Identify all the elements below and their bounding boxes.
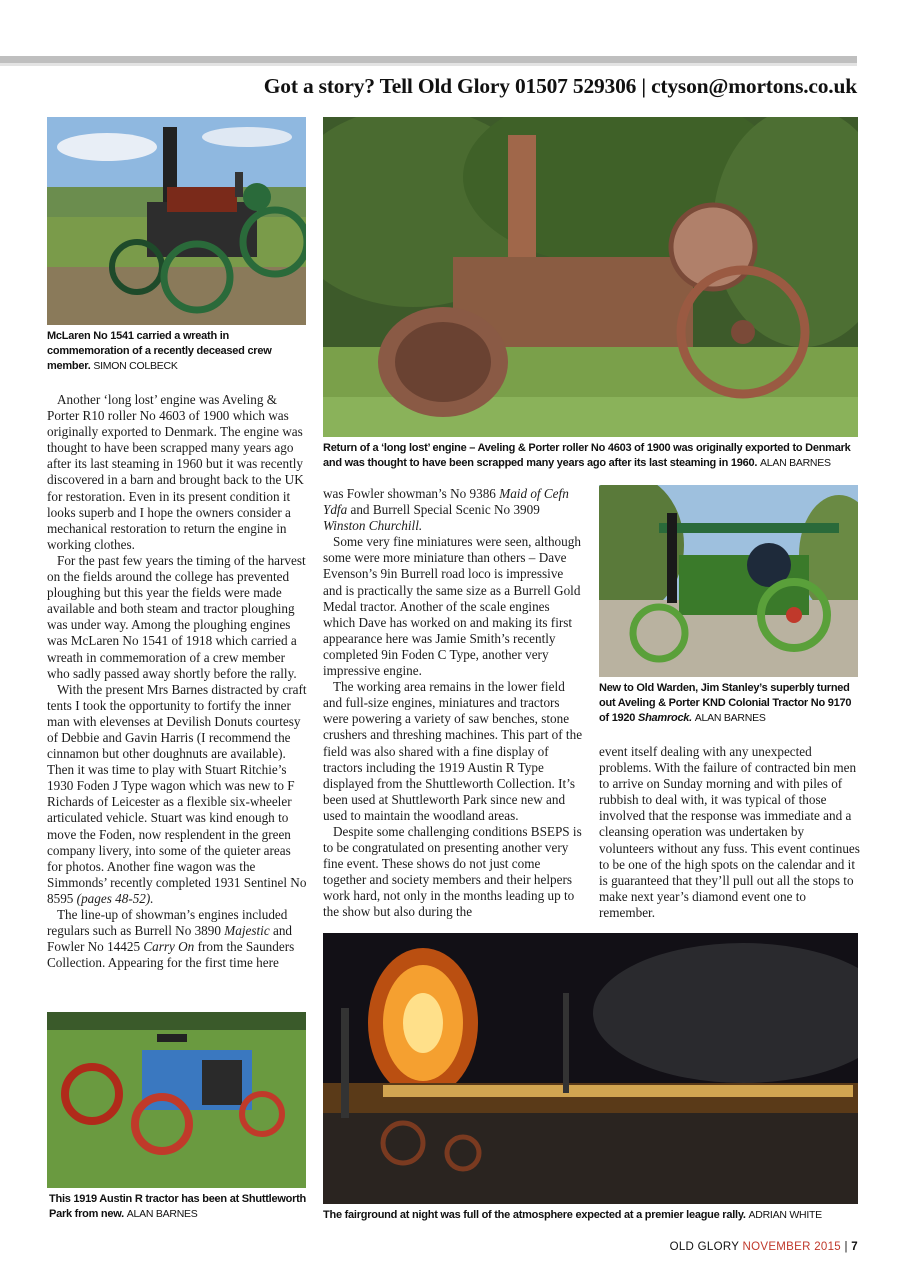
photo-aveling-roller bbox=[323, 117, 858, 437]
caption-knd-credit: ALAN BARNES bbox=[694, 712, 766, 724]
col1-p4-name2: Carry On bbox=[143, 939, 195, 955]
col2-p1-a: was Fowler showman’s No 9386 bbox=[323, 486, 496, 501]
col3-paragraph-1: event itself dealing with any unexpected problems. With the failure of contracted bin men to arrive on Sunday morning and with piles of rubbish to deal with, it was typical of those involved that the response was immediate and a cleansing operation was undertaken by volunteers without any fuss. This event continues to be one of the high spots on the calendar and it is guaranteed that they’ll pull out all the stops to make next year’s diamond event one to remember. bbox=[599, 744, 860, 920]
caption-austin-text: This 1919 Austin R tractor has been at Shuttleworth Park from new. bbox=[49, 1193, 307, 1220]
caption-austin bbox=[49, 1192, 311, 1222]
col1-p4-c: from the Saunders Collection. Appearing for the first time here bbox=[47, 939, 295, 971]
col2-p1-b: and Burrell Special Scenic No 3909 bbox=[350, 502, 540, 518]
col2-paragraph-2: Some very fine miniatures were seen, although some were more miniature than others – Dave Evenson’s 9in Burrell road loco is impressive and is practically the same size as a Burrell Gold Medal tractor. Another of the scale engines which Dave has worked on and making its first appearance here was Jamie Smith’s recently completed 9in Foden C Type, another very impressive engine. bbox=[323, 534, 581, 679]
col1-p3-text: With the present Mrs Barnes distracted by craft tents I took the opportunity to fortify the inner man with elevenses at Devilish Donuts courtesy of Debbie and Gavin Harris (I recommend the cinnamon but other doughnuts are available). Then it was time to play with Stuart Ritchie’s 1930 Foden J Type wagon which was new to F Richards of Leicester as a flexible six-wheeler articulated vehicle. Stuart was kind enough to move the Foden, now resplendent in the green company livery, into some of the quieter areas for photos. Another fine wagon was the Simmonds’ recently completed 1931 Sentinel No 8595 bbox=[47, 681, 307, 906]
photo-knd-tractor bbox=[599, 485, 858, 677]
col2-p1-name2: Winston Churchill. bbox=[323, 518, 423, 534]
caption-mclaren bbox=[47, 329, 309, 374]
footer-magazine: OLD GLORY bbox=[669, 1241, 739, 1253]
caption-knd-name: Shamrock. bbox=[637, 712, 692, 724]
col1-p4-b: and Fowler No 14425 bbox=[47, 923, 293, 955]
col2-paragraph-3: The working area remains in the lower field and full-size engines, miniatures and tractors were powering a variety of saw benches, stone crushers and threshing machines. This part of the field was also shared with a fine display of tractors including the 1919 Austin R Type displayed from the Shuttleworth Collection. It’s been used at Shuttleworth Park since new and used to maintain the woodland areas. bbox=[323, 679, 583, 823]
col1-p3-ref: (pages 48-52). bbox=[76, 890, 154, 906]
caption-mclaren-text: McLaren No 1541 carried a wreath in commemoration of a recently deceased crew member. bbox=[47, 330, 272, 372]
page-number: 7 bbox=[851, 1241, 858, 1253]
caption-roller-credit: ALAN BARNES bbox=[759, 457, 831, 469]
col2-paragraph-1 bbox=[323, 486, 584, 534]
article-column-1 bbox=[47, 392, 307, 971]
footer-issue: NOVEMBER 2015 bbox=[742, 1241, 841, 1253]
header-rule-light bbox=[0, 63, 857, 66]
col1-p4-a: The line-up of showman’s engines included regulars such as Burrell No 3890 bbox=[47, 907, 288, 939]
article-column-2 bbox=[323, 486, 584, 921]
footer-separator: | bbox=[844, 1241, 848, 1253]
caption-fairground-credit: ADRIAN WHITE bbox=[748, 1209, 822, 1221]
col1-paragraph-1: Another ‘long lost’ engine was Aveling & Porter R10 roller No 4603 of 1900 which was originally exported to Denmark. The engine was thought to have been scrapped many years ago after its last steaming in 1960 but it was recently discovered in a barn and brought back to the UK for restoration. Even in its present condition it looks superb and I hope the owners consider a mechanical restoration to return the engine in working clothes. bbox=[47, 392, 304, 552]
header-rule bbox=[0, 56, 857, 63]
col1-p4-name1: Majestic bbox=[224, 923, 270, 939]
caption-fairground-text: The fairground at night was full of the atmosphere expected at a premier league rally. bbox=[323, 1209, 746, 1221]
col2-paragraph-4: Despite some challenging conditions BSEPS is to be congratulated on presenting another very fine event. These shows do not just come together and society members and their helpers work hard, not only in the months leading up to the show but also during the bbox=[323, 823, 582, 920]
caption-knd-text: New to Old Warden, Jim Stanley’s superbly turned out Aveling & Porter KND Colonial Tractor No 9170 of 1920 bbox=[599, 682, 852, 724]
page-footer bbox=[670, 1241, 858, 1253]
col1-paragraph-2: For the past few years the timing of the harvest on the fields around the college has prevented ploughing but this year the fields were made available and both steam and tractor ploughing was under way. Among the ploughing engines was McLaren No 1541 of 1918 which carried a wreath in commemoration of a crew member who sadly passed away shortly before the rally. bbox=[47, 552, 306, 681]
col2-p1-name1: Maid of Cefn Ydfa bbox=[323, 486, 569, 518]
caption-fairground bbox=[323, 1208, 863, 1223]
caption-roller bbox=[323, 441, 858, 471]
article-column-3 bbox=[599, 744, 861, 921]
photo-austin-tractor bbox=[47, 1012, 306, 1188]
caption-roller-text: Return of a ‘long lost’ engine – Aveling & Porter roller No 4603 of 1900 was originally exported to Denmark and was thought to have been scrapped many years ago after its last steaming in 1960. bbox=[323, 442, 851, 469]
photo-fairground-night bbox=[323, 933, 858, 1204]
col1-paragraph-4 bbox=[47, 907, 307, 971]
caption-knd bbox=[599, 681, 861, 726]
story-banner: Got a story? Tell Old Glory 01507 529306 | ctyson@mortons.co.uk bbox=[263, 74, 857, 98]
photo-mclaren-engine bbox=[47, 117, 306, 325]
caption-austin-credit: ALAN BARNES bbox=[126, 1208, 198, 1220]
col1-paragraph-3 bbox=[47, 682, 307, 907]
caption-mclaren-credit: SIMON COLBECK bbox=[93, 360, 178, 372]
